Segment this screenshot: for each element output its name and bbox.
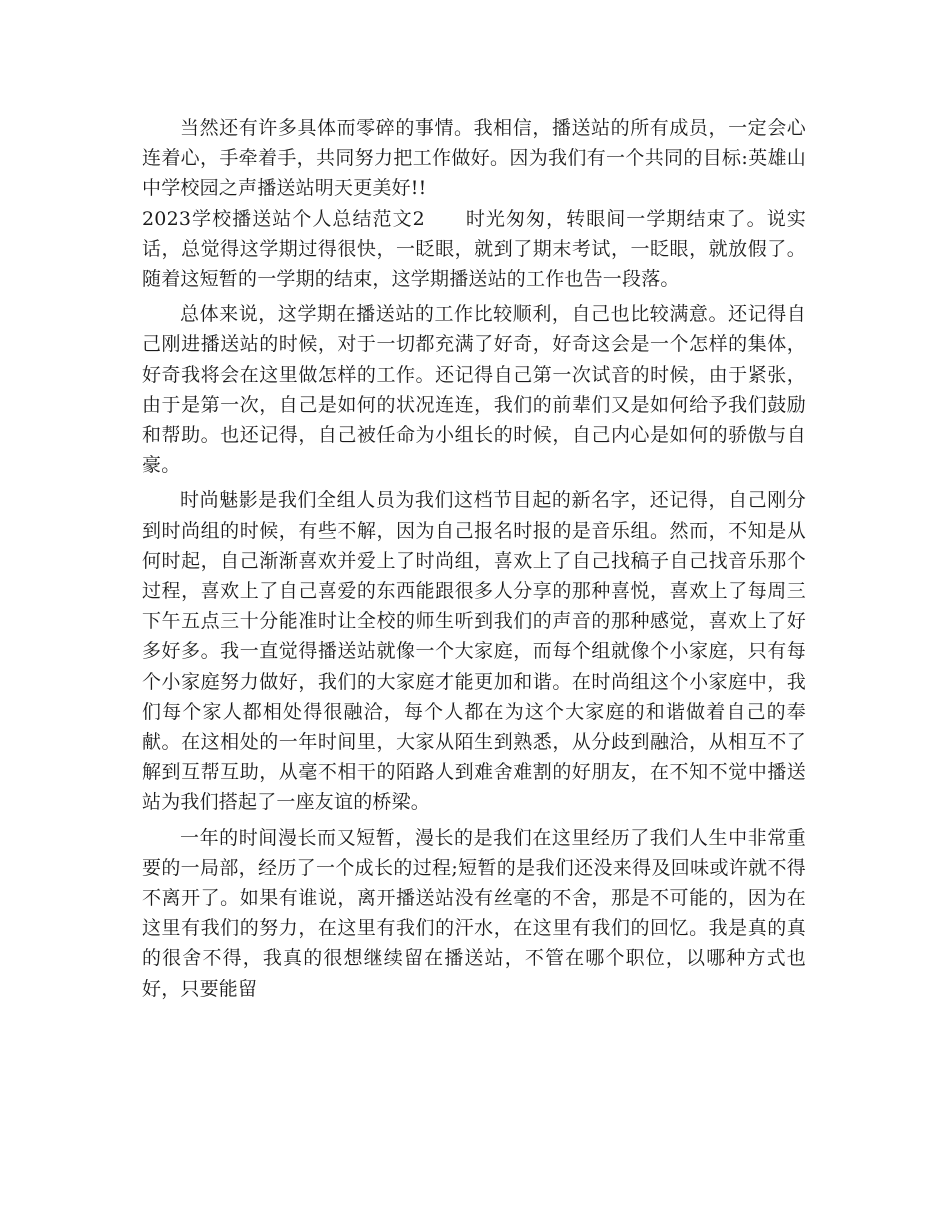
paragraph-closing-remarks: [142, 113, 806, 204]
paragraph-overall-summary: [142, 299, 806, 480]
paragraph-text: 总体来说，这学期在播送站的工作比较顺利，自己也比较满意。还记得自己刚进播送站的时候，对于一切都充满了好奇，好奇这会是一个怎样的集体，好奇我将会在这里做怎样的工作。还记得自己第一次试音的时候，由于紧张，由于是第一次，自己是如何的状况连连，我们的前辈们又是如何给予我们鼓励和帮助。也还记得，自己被任命为小组长的时候，自己内心是如何的骄傲与自豪。: [142, 303, 806, 477]
section-heading: 2023学校播送站个人总结范文2: [142, 207, 425, 230]
paragraph-fashion-group: [142, 485, 806, 817]
paragraph-text: 当然还有许多具体而零碎的事情。我相信，播送站的所有成员，一定会心连着心，手牵着手，共同努力把工作做好。因为我们有一个共同的目标:英雄山中学校园之声播送站明天更美好!!: [142, 117, 806, 200]
paragraph-section-2-intro: [142, 204, 806, 295]
paragraph-text: 一年的时间漫长而又短暂，漫长的是我们在这里经历了我们人生中非常重要的一局部，经历了一个成长的过程;短暂的是我们还没来得及回味或许就不得不离开了。如果有谁说，离开播送站没有丝毫的不舍，那是不可能的，因为在这里有我们的努力，在这里有我们的汗水，在这里有我们的回忆。我是真的真的很舍不得，我真的很想继续留在播送站，不管在哪个职位，以哪种方式也好，只要能留: [142, 826, 806, 1000]
paragraph-reflection: [142, 823, 806, 1004]
paragraph-text: 时尚魅影是我们全组人员为我们这档节目起的新名字，还记得，自己刚分到时尚组的时候，有些不解，因为自己报名时报的是音乐组。然而，不知是从何时起，自己渐渐喜欢并爱上了时尚组，喜欢上了自己找稿子自己找音乐那个过程，喜欢上了自己喜爱的东西能跟很多人分享的那种喜悦，喜欢上了每周三下午五点三十分能准时让全校的师生听到我们的声音的那种感觉，喜欢上了好多好多。我一直觉得播送站就像一个大家庭，而每个组就像个小家庭，只有每个小家庭努力做好，我们的大家庭才能更加和谐。在时尚组这个小家庭中，我们每个家人都相处得很融洽，每个人都在为这个大家庭的和谐做着自己的奉献。在这相处的一年时间里，大家从陌生到熟悉，从分歧到融洽，从相互不了解到互帮互助，从毫不相干的陌路人到难舍难割的好朋友，在不知不觉中播送站为我们搭起了一座友谊的桥梁。: [142, 489, 806, 814]
document-body: [142, 113, 806, 1004]
paragraph-text: 时光匆匆，转眼间一学期结束了。说实话，总觉得这学期过得很快，一眨眼，就到了期末考试，一眨眼，就放假了。随着这短暂的一学期的结束，这学期播送站的工作也告一段落。: [142, 207, 806, 291]
